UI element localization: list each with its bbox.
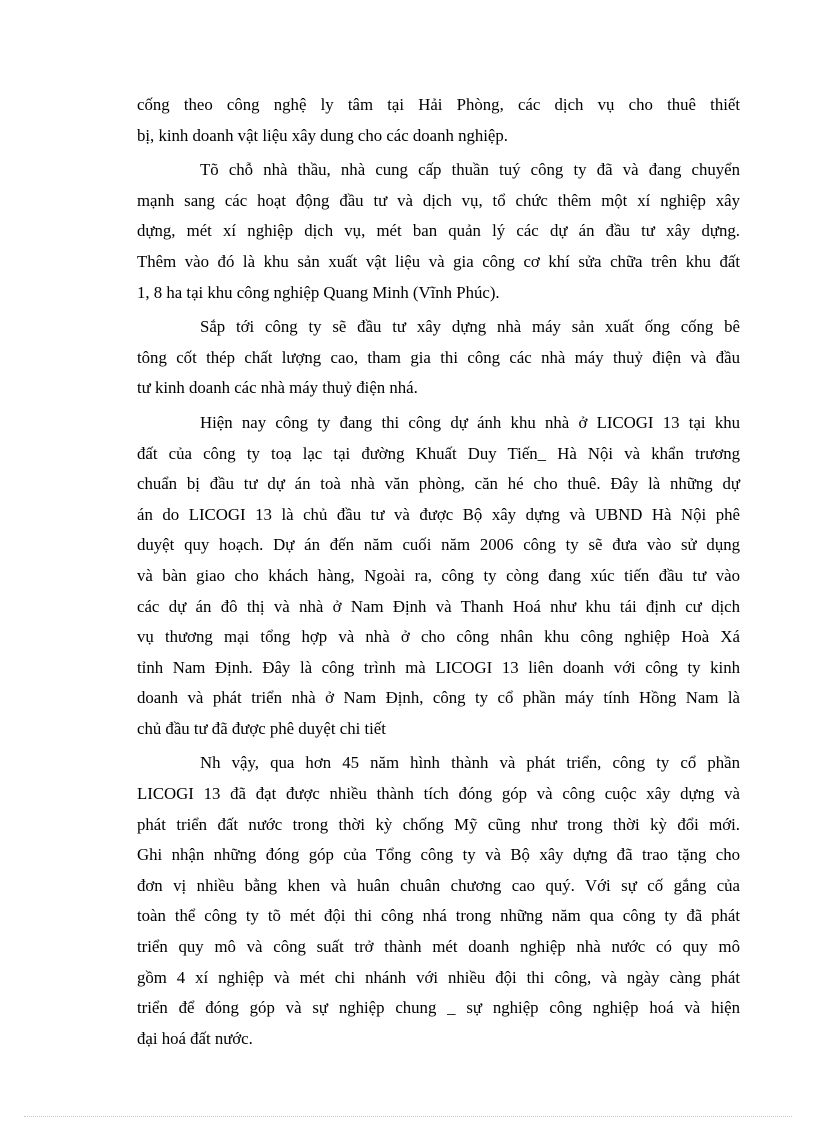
paragraph-line: tư kinh doanh các nhà máy thuỷ điện nhá.	[137, 378, 418, 398]
paragraph-2	[137, 155, 740, 308]
paragraph-line: duyệt quy hoạch. Dự án đến năm cuối năm 2006 công ty sẽ đưa vào sử dụng	[137, 535, 740, 555]
paragraph-line: gồm 4 xí nghiệp và mét chi nhánh với nhiều đội thi công, và ngày càng phát	[137, 967, 740, 987]
paragraph-line: triển để đóng góp và sự nghiệp chung _ sự nghiệp công nghiệp hoá và hiện	[137, 998, 740, 1018]
paragraph-line: Thêm vào đó là khu sản xuất vật liệu và gia công cơ khí sửa chữa trên khu đất	[137, 251, 740, 271]
paragraph-line: tông cốt thép chất lượng cao, tham gia thi công các nhà máy thuỷ điện và đầu	[137, 347, 740, 367]
paragraph-3	[137, 312, 740, 404]
paragraph-1	[137, 90, 740, 151]
paragraph-line: đại hoá đất nước.	[137, 1028, 253, 1048]
paragraph-line: Ghi nhận những đóng góp của Tổng công ty và Bộ xây dựng đã trao tặng cho	[137, 845, 740, 865]
paragraph-line: đơn vị nhiều bằng khen và huân chuân chương cao quý. Với sự cố gắng của	[137, 875, 740, 895]
paragraph-line: toàn thể công ty tõ mét đội thi công nhá trong những năm qua công ty đã phát	[137, 906, 740, 926]
paragraph-line: doanh và phát triển nhà ở Nam Định, công ty cổ phần máy tính Hồng Nam là	[137, 688, 740, 708]
paragraph-line: Sắp tới công ty sẽ đầu tư xây dựng nhà máy sản xuất ống cống bê	[200, 317, 740, 337]
paragraph-line: tỉnh Nam Định. Đây là công trình mà LICOGI 13 liên doanh với công ty kinh	[137, 657, 740, 677]
paragraph-line: bị, kinh doanh vật liệu xây dung cho các doanh nghiệp.	[137, 125, 508, 145]
paragraph-line: Hiện nay công ty đang thi công dự ánh khu nhà ở LICOGI 13 tại khu	[200, 412, 740, 432]
paragraph-line: mạnh sang các hoạt động đầu tư và dịch vụ, tổ chức thêm một xí nghiệp xây	[137, 190, 740, 210]
paragraph-line: chủ đầu tư đã được phê duyệt chi tiết	[137, 718, 386, 738]
paragraph-line: Nh vậy, qua hơn 45 năm hình thành và phát triển, công ty cổ phần	[200, 753, 740, 773]
paragraph-4	[137, 408, 740, 745]
document-body	[137, 90, 740, 1054]
paragraph-line: 1, 8 ha tại khu công nghiệp Quang Minh (Vĩnh Phúc).	[137, 282, 500, 302]
paragraph-line: triển quy mô và công suất trở thành mét doanh nghiệp nhà nước có quy mô	[137, 937, 740, 957]
paragraph-line: vụ thương mại tổng hợp và nhà ở cho công nhân khu công nghiệp Hoà Xá	[137, 627, 740, 647]
paragraph-line: phát triển đất nước trong thời kỳ chống Mỹ cũng như trong thời kỳ đổi mới.	[137, 814, 740, 834]
paragraph-line: án do LICOGI 13 là chủ đầu tư và được Bộ xây dựng và UBND Hà Nội phê	[137, 504, 740, 524]
paragraph-line: các dự án đô thị và nhà ở Nam Định và Thanh Hoá như khu tái định cư dịch	[137, 596, 740, 616]
page-bottom-divider	[24, 1116, 792, 1117]
paragraph-5	[137, 748, 740, 1054]
paragraph-line: dựng, mét xí nghiệp dịch vụ, mét ban quản lý các dự án đầu tư xây dựng.	[137, 221, 740, 241]
paragraph-line: cống theo công nghệ ly tâm tại Hải Phòng, các dịch vụ cho thuê thiết	[137, 95, 740, 114]
paragraph-line: chuẩn bị đầu tư dự án toà nhà văn phòng, căn hé cho thuê. Đây là những dự	[137, 474, 740, 494]
paragraph-line: Tõ chỗ nhà thầu, nhà cung cấp thuần tuý công ty đã và đang chuyển	[200, 160, 740, 180]
paragraph-line: và bàn giao cho khách hàng, Ngoài ra, công ty còng đang xúc tiến đầu tư vào	[137, 565, 740, 585]
paragraph-line: LICOGI 13 đã đạt được nhiều thành tích đóng góp và công cuộc xây dựng và	[137, 784, 740, 804]
paragraph-line: đất của công ty toạ lạc tại đường Khuất Duy Tiến_ Hà Nội và khẩn trương	[137, 443, 740, 463]
